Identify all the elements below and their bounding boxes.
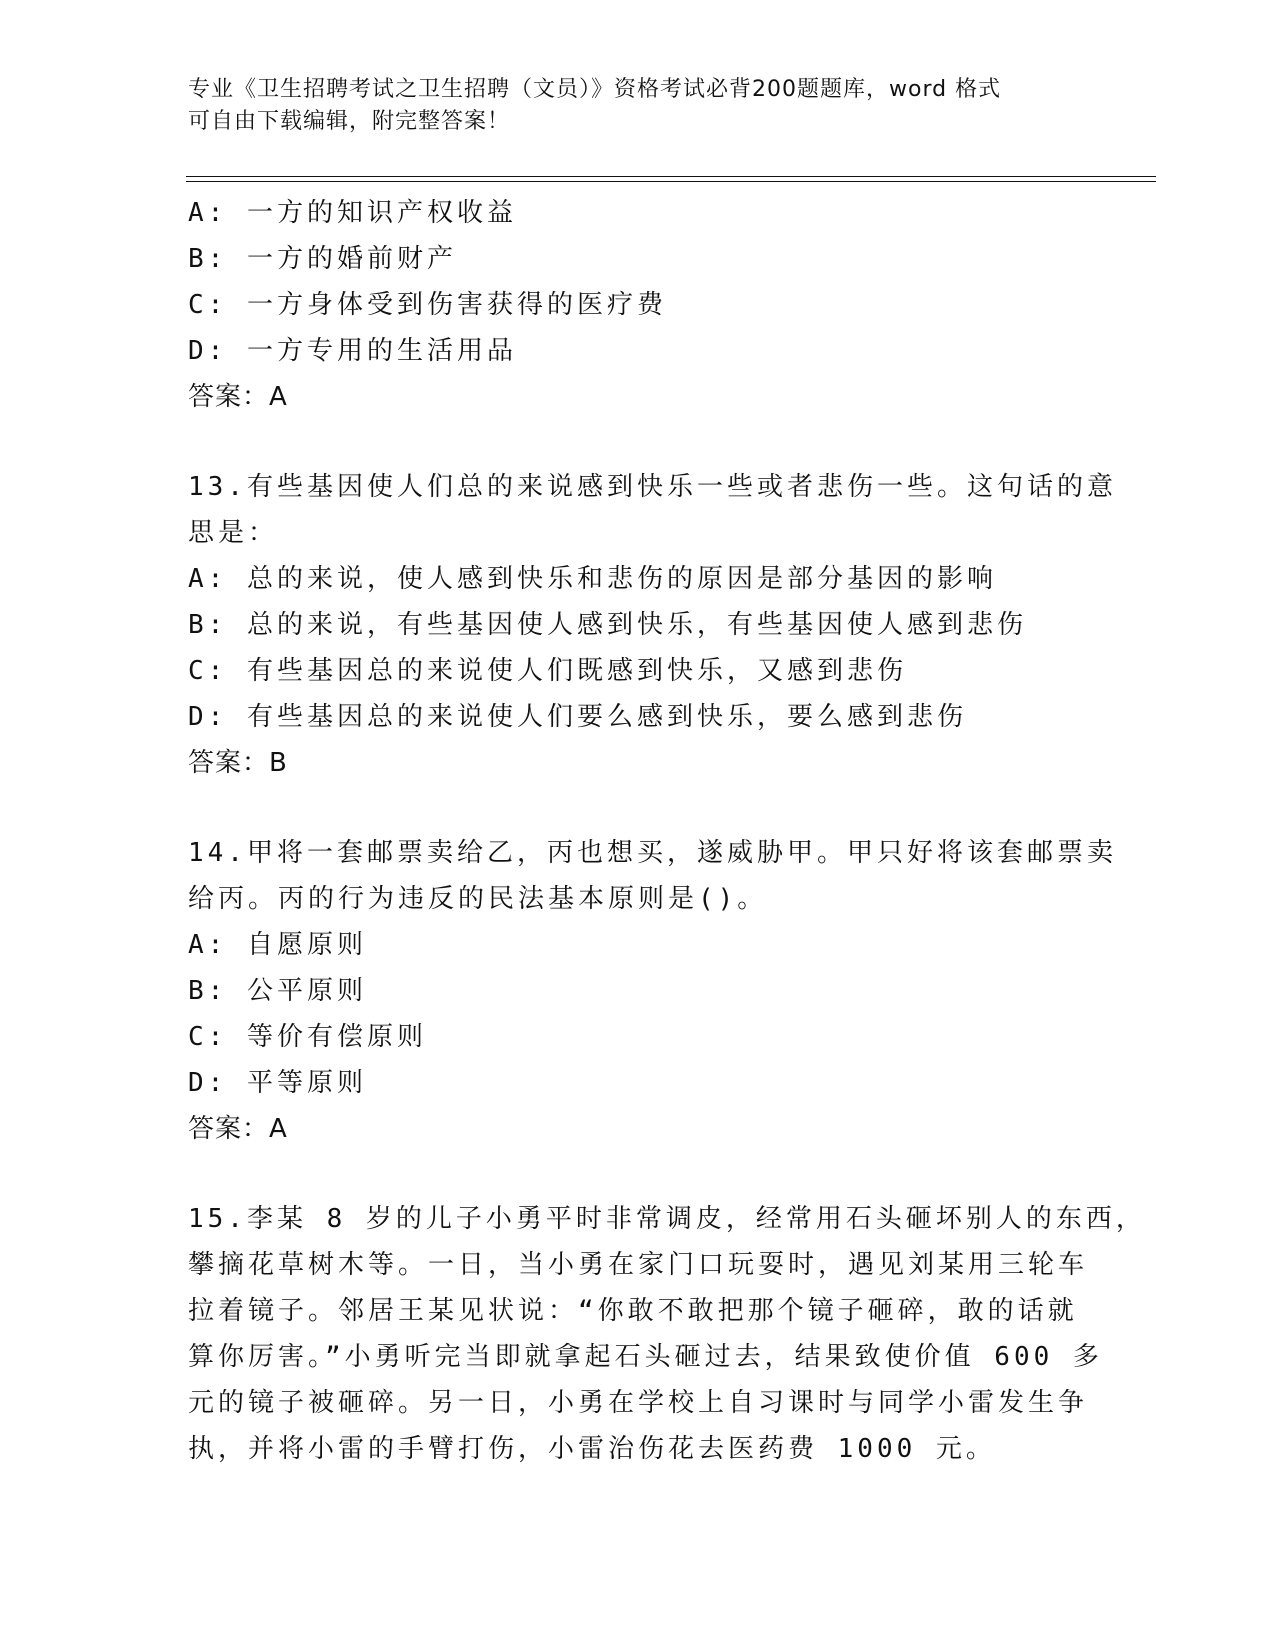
- answer: 答案：B: [188, 748, 288, 778]
- question-stem: 14.甲将一套邮票卖给乙，丙也想买，遂威胁甲。甲只好将该套邮票卖: [188, 838, 1117, 868]
- header-divider-bottom: [186, 181, 1156, 182]
- question-stem-line: 拉着镜子。邻居王某见状说：“你敢不敢把那个镜子砸碎，敢的话就: [188, 1296, 1078, 1326]
- option-d: D: 有些基因总的来说使人们要么感到快乐，要么感到悲伤: [188, 702, 967, 732]
- option-d: D: 平等原则: [188, 1068, 367, 1098]
- spacer: [188, 420, 1088, 464]
- question-stem-continued: 思是：: [188, 518, 279, 548]
- spacer: [188, 1152, 1088, 1196]
- header-line-1: 专业《卫生招聘考试之卫生招聘（文员）》资格考试必背200题题库，word 格式: [188, 77, 1002, 102]
- option-b: B: 一方的婚前财产: [188, 244, 457, 274]
- option-a: A: 总的来说，使人感到快乐和悲伤的原因是部分基因的影响: [188, 564, 997, 594]
- option-c: C: 等价有偿原则: [188, 1022, 427, 1052]
- question-stem-line: 算你厉害。”小勇听完当即就拿起石头砸过去，结果致使价值 600 多: [188, 1342, 1103, 1372]
- answer: 答案：A: [188, 382, 288, 412]
- question-stem-line: 元的镜子被砸碎。另一日，小勇在学校上自习课时与同学小雷发生争: [188, 1388, 1089, 1418]
- option-d: D: 一方专用的生活用品: [188, 336, 517, 366]
- question-12: [188, 190, 1088, 420]
- question-stem-line: 15.李某 8 岁的儿子小勇平时非常调皮，经常用石头砸坏别人的东西，: [188, 1204, 1146, 1234]
- question-stem: 13.有些基因使人们总的来说感到快乐一些或者悲伤一些。这句话的意: [188, 472, 1117, 502]
- option-a: A: 自愿原则: [188, 930, 367, 960]
- header-line-2: 可自由下载编辑，附完整答案！: [188, 109, 511, 134]
- option-c: C: 有些基因总的来说使人们既感到快乐，又感到悲伤: [188, 656, 907, 686]
- question-stem-line: 攀摘花草树木等。一日，当小勇在家门口玩耍时，遇见刘某用三轮车: [188, 1250, 1089, 1280]
- answer: 答案：A: [188, 1114, 288, 1144]
- question-stem-line: 执，并将小雷的手臂打伤，小雷治伤花去医药费 1000 元。: [188, 1434, 996, 1464]
- document-header: [188, 74, 1088, 138]
- document-body: [188, 190, 1146, 1472]
- question-stem-continued: 给丙。丙的行为违反的民法基本原则是()。: [188, 884, 768, 914]
- option-b: B: 总的来说，有些基因使人感到快乐，有些基因使人感到悲伤: [188, 610, 1027, 640]
- question-15: [188, 1196, 1146, 1472]
- question-13: [188, 464, 1117, 786]
- option-b: B: 公平原则: [188, 976, 367, 1006]
- option-a: A: 一方的知识产权收益: [188, 198, 517, 228]
- header-divider-top: [186, 176, 1156, 177]
- spacer: [188, 786, 1088, 830]
- question-14: [188, 830, 1117, 1152]
- option-c: C: 一方身体受到伤害获得的医疗费: [188, 290, 667, 320]
